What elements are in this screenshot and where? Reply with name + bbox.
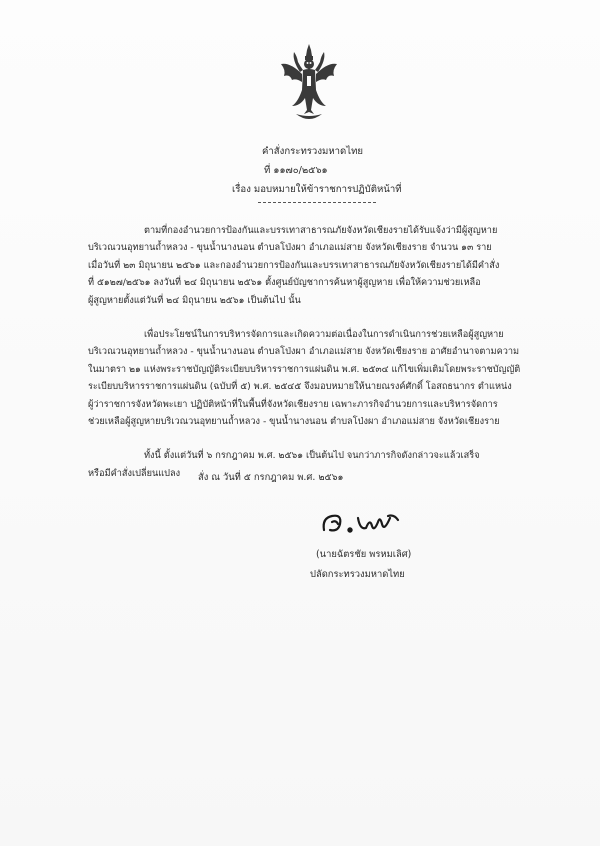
signature-image — [318, 508, 408, 538]
paragraph-line: หรือมีคำสั่งเปลี่ยนแปลง — [88, 467, 181, 479]
paragraph-line: ที่ ๕๑๒๗/๒๕๖๑ ลงวันที่ ๒๔ มิถุนายน ๒๕๖๑ ตั้งศูนย์บัญชาการค้นหาผู้สูญหาย เพื่อให้ความช่วยเหลือ — [88, 277, 481, 289]
paragraph-line: บริเวณวนอุทยานถ้ำหลวง - ขุนน้ำนางนอน ตำบลโป่งผา อำเภอแม่สาย จังหวัดเชียงราย จำนวน ๑๓ ราย — [88, 242, 492, 254]
order-header — [230, 142, 510, 199]
header-divider — [258, 202, 376, 203]
signer-title: ปลัดกระทรวงมหาดไทย — [310, 569, 405, 580]
garuda-emblem-icon — [278, 42, 340, 124]
order-subject: เรื่อง มอบหมายให้ข้าราชการปฏิบัติหน้าที่ — [232, 184, 402, 195]
order-body — [88, 222, 568, 496]
signed-date: สั่ง ณ วันที่ ๕ กรกฎาคม พ.ศ. ๒๕๖๑ — [198, 472, 344, 483]
paragraph-line: ระเบียบบริหารราชการแผ่นดิน (ฉบับที่ ๕) พ.ศ. ๒๕๔๕ จึงมอบหมายให้นายณรงค์ศักดิ์ โอสถธนากร ตำแหน่ง — [88, 381, 512, 393]
paragraph-line: เมื่อวันที่ ๒๓ มิถุนายน ๒๕๖๑ และกองอำนวยการป้องกันและบรรเทาสาธารณภัยจังหวัดเชียงรายได้มีคำสั่ง — [88, 259, 500, 271]
paragraph-line: ผู้สูญหายตั้งแต่วันที่ ๒๔ มิถุนายน ๒๕๖๑ เป็นต้นไป นั้น — [88, 294, 301, 306]
paragraph-line: ทั้งนี้ ตั้งแต่วันที่ ๖ กรกฎาคม พ.ศ. ๒๕๖๑ เป็นต้นไป จนกว่าภารกิจดังกล่าวจะแล้วเสร็จ — [144, 450, 480, 462]
paragraph-assignment — [88, 326, 568, 430]
paragraph-background — [88, 222, 568, 309]
paragraph-line: เพื่อประโยชน์ในการบริหารจัดการและเกิดความต่อเนื่องในการดำเนินการช่วยเหลือผู้สูญหาย — [144, 329, 504, 341]
signer-block — [310, 545, 411, 585]
order-number: ที่ ๑๑๗๐/๒๕๖๑ — [264, 165, 328, 176]
order-title: คำสั่งกระทรวงมหาดไทย — [262, 146, 364, 157]
paragraph-line: ผู้ว่าราชการจังหวัดพะเยา ปฏิบัติหน้าที่ในพื้นที่จังหวัดเชียงราย เฉพาะภารกิจอำนวยการและบริหารจัดการ — [88, 398, 498, 410]
paragraph-line: บริเวณวนอุทยานถ้ำหลวง - ขุนน้ำนางนอน ตำบลโป่งผา อำเภอแม่สาย จังหวัดเชียงราย อาศัยอำนาจตามความ — [88, 346, 520, 358]
paragraph-line: ตามที่กองอำนวยการป้องกันและบรรเทาสาธารณภัยจังหวัดเชียงรายได้รับแจ้งว่ามีผู้สูญหาย — [144, 225, 498, 236]
paragraph-line: ช่วยเหลือผู้สูญหายบริเวณวนอุทยานถ้ำหลวง - ขุนน้ำนางนอน ตำบลโป่งผา อำเภอแม่สาย จังหวัดเชียงราย — [88, 416, 500, 428]
paragraph-line: ในมาตรา ๒๑ แห่งพระราชบัญญัติระเบียบบริหารราชการแผ่นดิน พ.ศ. ๒๕๓๔ แก้ไขเพิ่มเติมโดยพระราชบัญญัติ — [88, 363, 521, 375]
signer-name: (นายฉัตรชัย พรหมเลิศ) — [316, 549, 412, 560]
